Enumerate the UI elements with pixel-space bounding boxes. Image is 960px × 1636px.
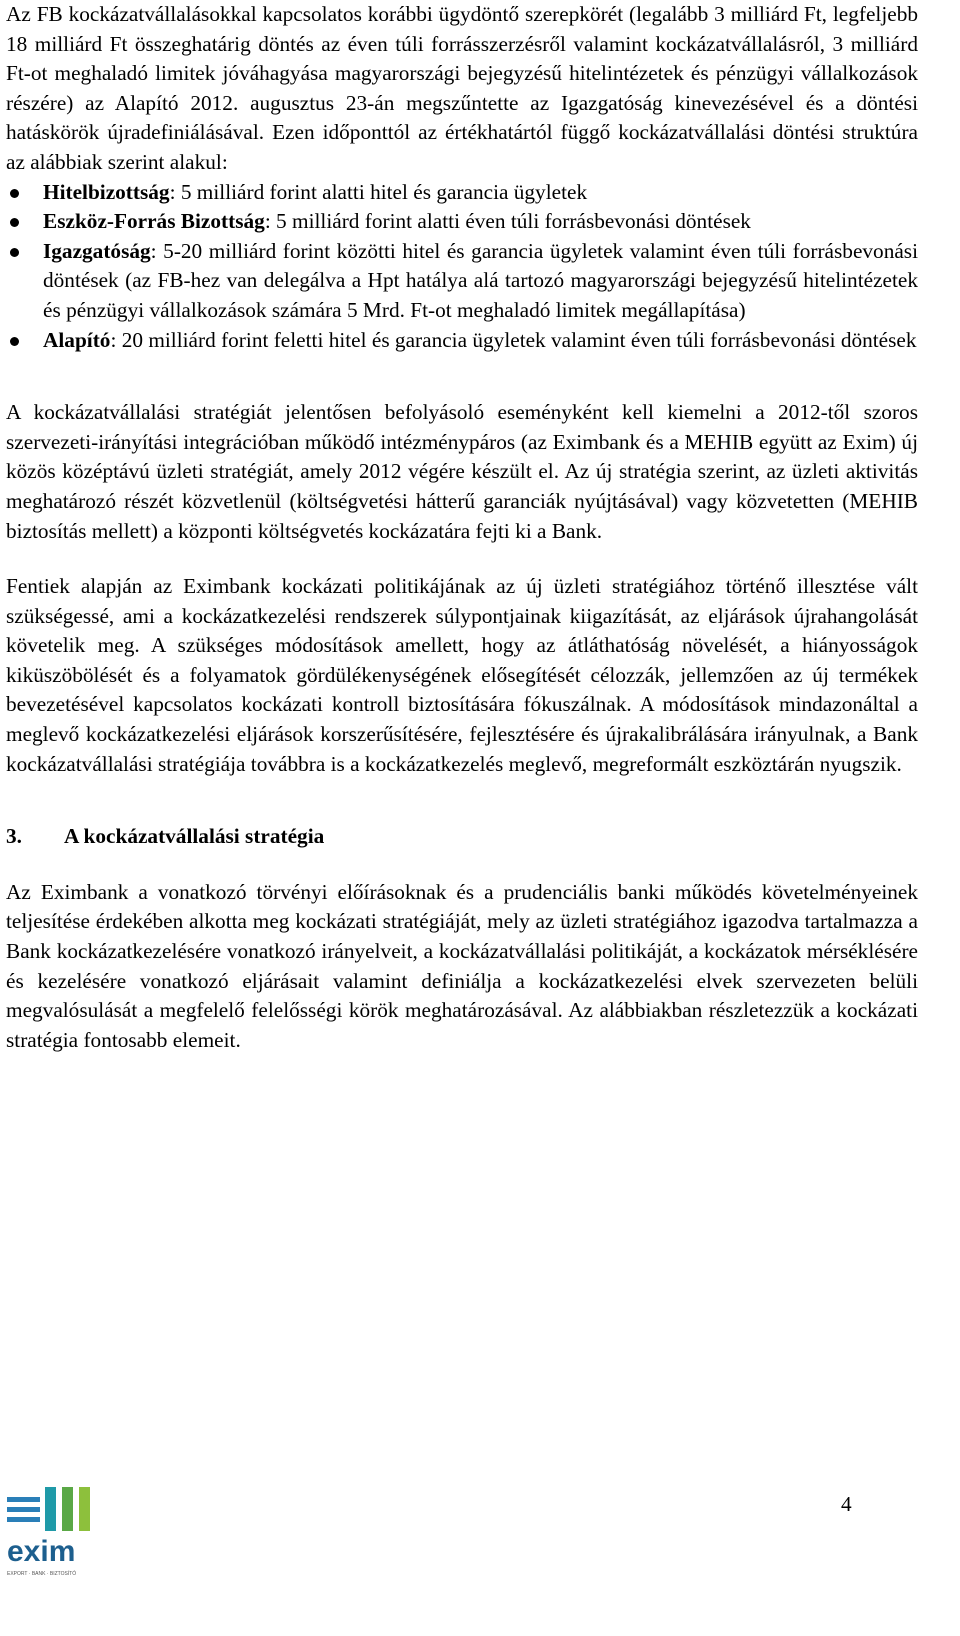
list-item-term: Eszköz-Forrás Bizottság [43, 209, 265, 234]
logo-bar [7, 1517, 40, 1522]
paragraph-risk-strategy: Az Eximbank a vonatkozó törvényi előírásoknak és a prudenciális banki működés követelményeinek teljesítése érdekében alkotta meg kockázati stratégiáját, mely az üzleti stratégiához igazodva tartalmazza a Bank kockázatkezelésére vonatkozó irányelveit, a kockázatvállalási politikáját, a kockázatok mérséklésére és kezelésére vonatkozó eljárásait valamint definiálja a kockázatkezelési elvek szervezeten belüli megvalósulását a megfelelő felelősségi körök meghatározásával. Az alábbiakban részletezzük a kockázati stratégia fontosabb elemeit. [6, 879, 918, 1052]
logo-bar [79, 1487, 90, 1531]
decision-structure-list [6, 178, 918, 356]
list-item-text: : 5 milliárd forint alatti hitel és garancia ügyletek [169, 179, 588, 204]
spacer [6, 779, 918, 822]
logo-tagline: EXPORT · BANK · BIZTOSÍTÓ [7, 1571, 77, 1577]
list-item [6, 178, 918, 208]
list-item-text: : 5 milliárd forint alatti éven túli forrásbevonási döntések [264, 209, 751, 234]
page-number: 4 [841, 1492, 852, 1516]
list-item-text: : 5-20 milliárd forint közötti hitel és garancia ügyletek valamint éven túli forrásbevonási döntések (az FB-hez van delegálva a Hpt hatálya alá tartozó magyarországi bejegyzésű hitelintézetek és pénzügyi vállalkozások számára 5 Mrd. Ft-ot meghaladó limitek megállapítása) [43, 238, 918, 322]
logo-bar [7, 1507, 40, 1512]
paragraph-risk-policy-adjustment: Fentiek alapján az Eximbank kockázati politikájának az új üzleti stratégiához történő illesztése vált szükségessé, ami a kockázatkezelési rendszerek súlypontjainak kiigazítását, az eljárások újrahangolását követelik meg. A szükséges módosítások amellett, hogy az átláthatóság növelését, a hiányosságok kiküszöbölését és a folyamatok gördülékenységének elősegítését célozzák, jellemzően az új termékek bevezetésével kapcsolatos kockázati kontroll biztosítására fókuszálnak. A módosítások mindazonáltal a meglevő kockázatkezelési eljárások korszerűsítésére, fejlesztésére és újrakalibrálására irányulnak, a Bank kockázatvállalási stratégiája továbbra is a kockázatkezelés meglevő, megreformált eszköztárán nyugszik. [6, 574, 918, 776]
document-page [6, 0, 918, 1055]
bullet-icon [10, 248, 19, 257]
list-item-term: Hitelbizottság [43, 179, 170, 204]
exim-logo [6, 1483, 98, 1635]
list-item [6, 326, 918, 356]
list-item [6, 207, 918, 237]
section-number: 3. [6, 824, 22, 849]
logo-bar [45, 1487, 56, 1531]
spacer [6, 546, 918, 572]
list-item-term: Igazgatóság [43, 238, 151, 263]
logo-bar [62, 1487, 73, 1531]
list-item-term: Alapító [43, 327, 111, 352]
bullet-icon [10, 189, 19, 198]
bullet-icon [10, 337, 19, 346]
spacer [6, 355, 918, 398]
section-heading [6, 822, 918, 852]
list-item-text: : 20 milliárd forint feletti hitel és garancia ügyletek valamint éven túli forrásbevonási döntések [110, 327, 917, 352]
bullet-icon [10, 218, 19, 227]
spacer [6, 852, 918, 878]
paragraph-fb-decision-role: Az FB kockázatvállalásokkal kapcsolatos korábbi ügydöntő szerepkörét (legalább 3 milliárd Ft, legfeljebb 18 milliárd Ft összeghatárig döntés az éven túli forrásszerzésről valamint kockázatvállalásról, 3 milliárd Ft-ot meghaladó limitek jóváhagyása magyarországi bejegyzésű hitelintézetek és pénzügyi vállalkozások részére) az Alapító 2012. augusztus 23-án megszűntette az Igazgatóság kinevezésével és a döntési hatáskörök újradefiniálásával. Ezen időponttól az értékhatártól függő kockázatvállalási döntési struktúra az alábbiak szerint alakul: [6, 2, 918, 174]
paragraph-strategy-event: A kockázatvállalási stratégiát jelentősen befolyásoló eseményként kell kiemelni a 2012-től szoros szervezeti-irányítási integrációban működő intézménypáros (az Eximbank és a MEHIB együtt az Exim) új közös középtávú üzleti stratégiát, amely 2012 végére készült el. Az új stratégia szerint, az üzleti aktivitás meghatározó részét közvetlenül (költségvetési hátterű garanciák nyújtásával) vagy közvetetten (MEHIB biztosítás mellett) a központi költségvetés kockázatára fejti ki a Bank. [6, 400, 918, 543]
section-title: A kockázatvállalási stratégia [64, 824, 325, 849]
logo-wordmark: exim [7, 1535, 76, 1568]
logo-bar [7, 1497, 40, 1502]
list-item [6, 237, 918, 326]
